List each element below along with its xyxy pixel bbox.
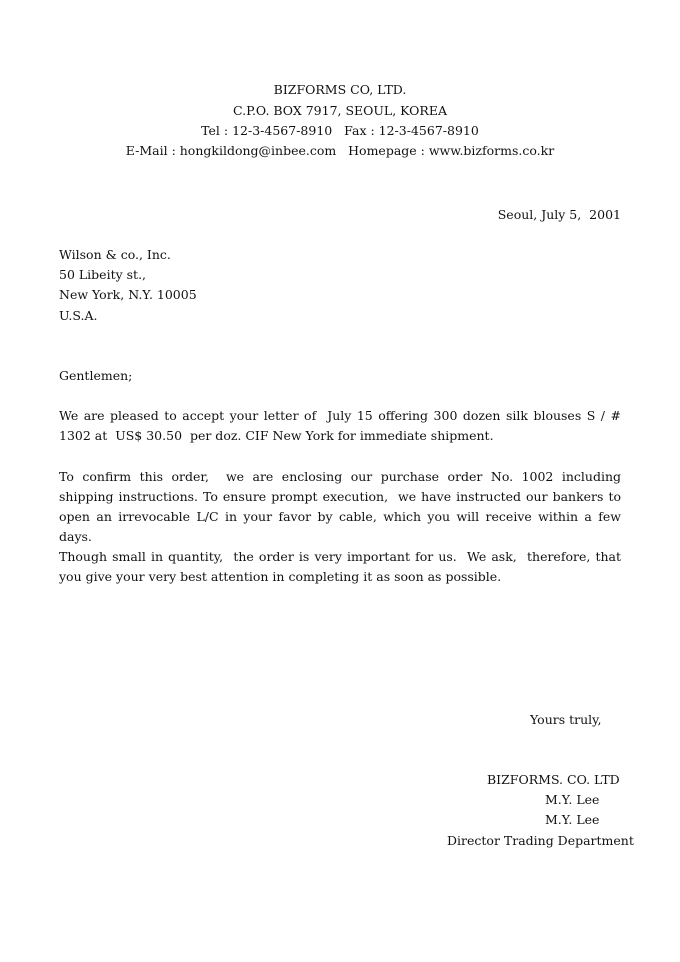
recipient-street: 50 Libeity st.,: [59, 267, 147, 282]
letter-date: Seoul, July 5, 2001: [497, 207, 621, 222]
letterhead-web: E-Mail : hongkildong@inbee.com Homepage : www.bizforms.co.kr: [125, 143, 555, 158]
salutation: Gentlemen;: [59, 368, 133, 383]
recipient-city: New York, N.Y. 10005: [59, 287, 197, 302]
closing: Yours truly,: [530, 712, 602, 727]
letterhead-company: BIZFORMS CO, LTD.: [273, 82, 407, 97]
signature-name: M.Y. Lee: [545, 792, 600, 807]
signature-title: Director Trading Department: [447, 833, 634, 848]
body-paragraph-1: [59, 406, 629, 446]
paragraph-text: Though small in quantity, the order is very important for us. We ask, therefore, that you give your very best attention in completing it as soon as possible.: [59, 549, 625, 584]
signature-company: BIZFORMS. CO. LTD: [487, 772, 620, 787]
recipient-country: U.S.A.: [59, 308, 98, 323]
recipient-name: Wilson & co., Inc.: [59, 247, 171, 262]
letterhead-address: C.P.O. BOX 7917, SEOUL, KOREA: [232, 103, 447, 118]
paragraph-text: We are pleased to accept your letter of July 15 offering 300 dozen silk blouses S / # 1302 at US$ 30.50 per doz. CIF New York for immediate shipment.: [59, 408, 629, 443]
signature-printed-name: M.Y. Lee: [545, 812, 600, 827]
body-paragraph-3: [59, 547, 625, 587]
body-paragraph-2: [59, 467, 625, 547]
paragraph-text: To confirm this order, we are enclosing our purchase order No. 1002 including shipping instructions. To ensure prompt execution, we have instructed our bankers to open an irrevocable L/C in your favor by cable, which you will receive within a few days.: [59, 469, 625, 544]
letterhead-phones: Tel : 12-3-4567-8910 Fax : 12-3-4567-8910: [201, 123, 479, 138]
